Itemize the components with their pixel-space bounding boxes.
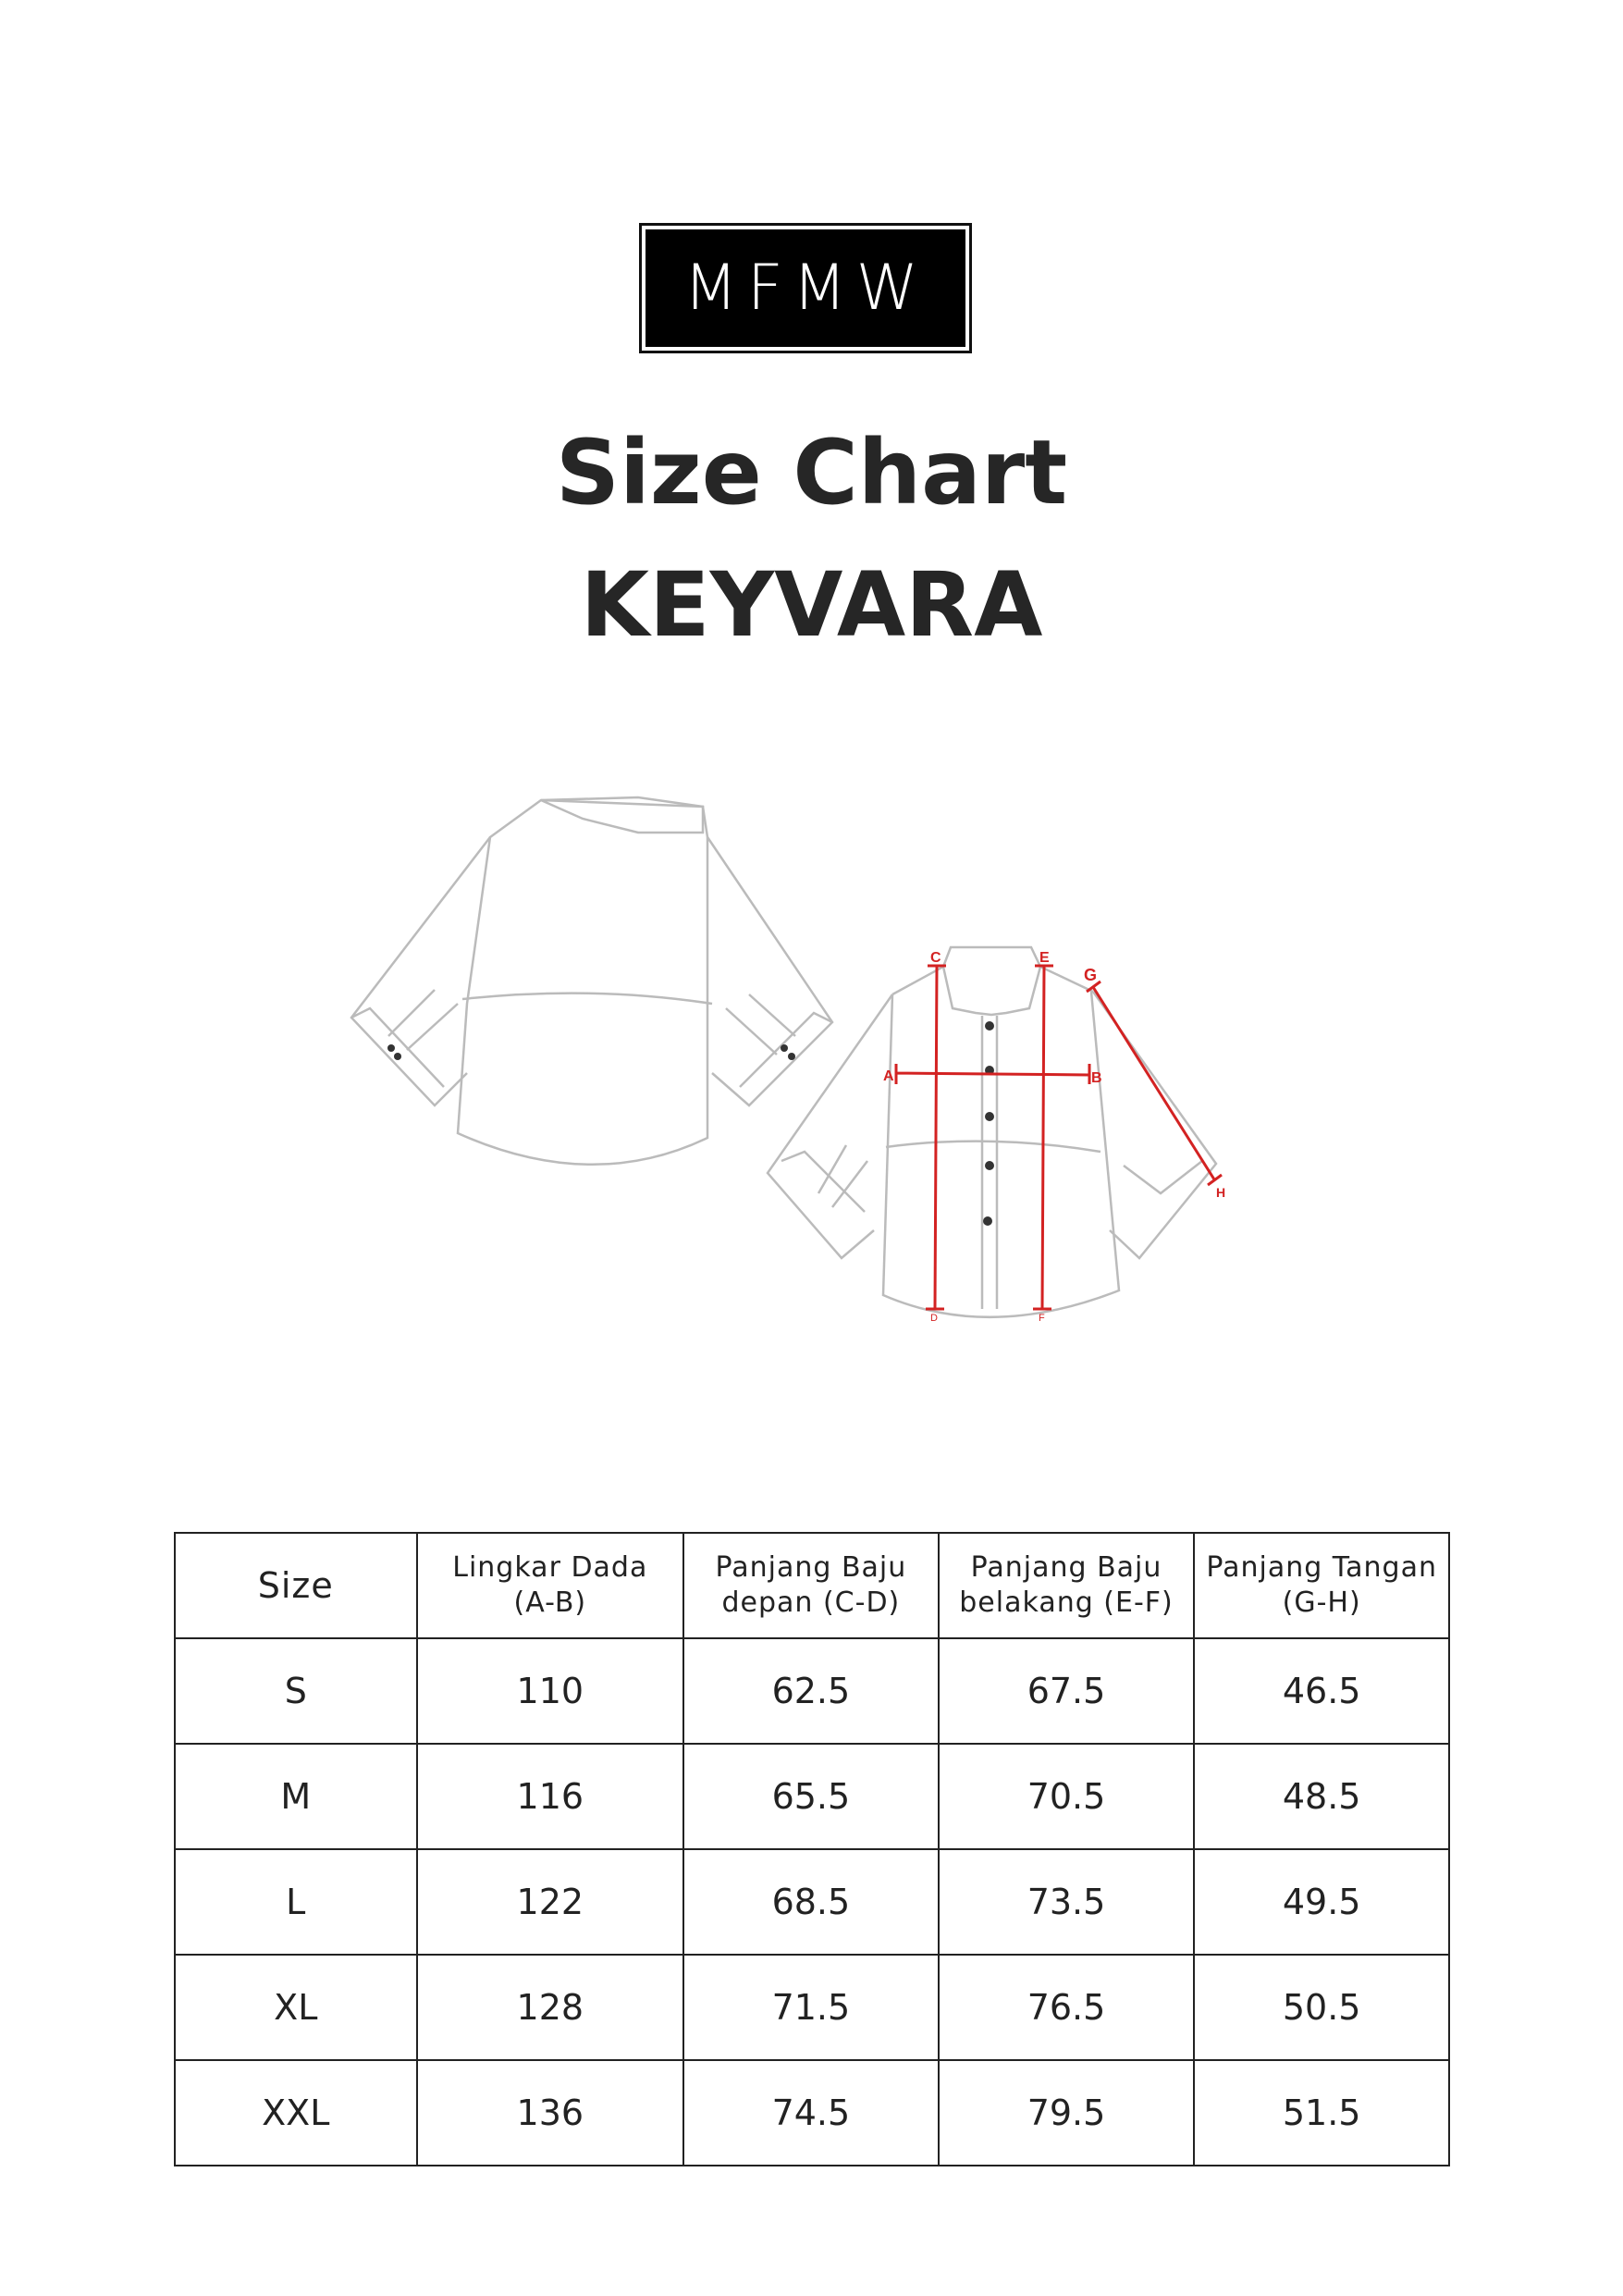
cell-size: XXL [175, 2060, 417, 2166]
label-f: F [1039, 1313, 1045, 1324]
cell-chest: 128 [417, 1955, 684, 2060]
table-row [175, 1955, 1449, 2060]
cell-sleeve-length: 48.5 [1194, 1744, 1449, 1849]
cell-size: M [175, 1744, 417, 1849]
label-b: B [1091, 1070, 1102, 1086]
header-sleeve-length: Panjang Tangan (G-H) [1194, 1533, 1449, 1638]
measurement-lines [896, 966, 1222, 1309]
cell-sleeve-length: 51.5 [1194, 2060, 1449, 2166]
cell-front-length: 62.5 [683, 1638, 939, 1744]
table-row [175, 2060, 1449, 2166]
front-view-illustration [768, 947, 1216, 1317]
table-header-row [175, 1533, 1449, 1638]
size-table [174, 1532, 1450, 2166]
cell-back-length: 67.5 [939, 1638, 1195, 1744]
label-d: D [930, 1313, 938, 1324]
cell-chest: 136 [417, 2060, 684, 2166]
label-g: G [1084, 966, 1098, 984]
header-size: Size [175, 1533, 417, 1638]
cell-front-length: 71.5 [683, 1955, 939, 2060]
label-c: C [930, 950, 941, 966]
cell-sleeve-length: 46.5 [1194, 1638, 1449, 1744]
page-title: Size Chart [555, 421, 1068, 525]
table-row [175, 1744, 1449, 1849]
label-e: E [1039, 950, 1050, 966]
cell-size: XL [175, 1955, 417, 2060]
header-front-length: Panjang Baju depan (C-D) [683, 1533, 939, 1638]
cell-front-length: 68.5 [683, 1849, 939, 1955]
table-row [175, 1638, 1449, 1744]
label-h: H [1216, 1185, 1226, 1200]
measure-line-a-b [896, 1064, 1089, 1084]
label-a: A [883, 1068, 894, 1084]
measure-line-e-f [1033, 966, 1053, 1309]
cell-front-length: 65.5 [683, 1744, 939, 1849]
cell-sleeve-length: 49.5 [1194, 1849, 1449, 1955]
table-row [175, 1849, 1449, 1955]
cell-chest: 122 [417, 1849, 684, 1955]
cell-back-length: 70.5 [939, 1744, 1195, 1849]
cell-size: L [175, 1849, 417, 1955]
cell-sleeve-length: 50.5 [1194, 1955, 1449, 2060]
header-back-length: Panjang Baju belakang (E-F) [939, 1533, 1195, 1638]
product-name: KEYVARA [580, 553, 1043, 657]
cell-front-length: 74.5 [683, 2060, 939, 2166]
cell-back-length: 79.5 [939, 2060, 1195, 2166]
cell-back-length: 73.5 [939, 1849, 1195, 1955]
cell-chest: 110 [417, 1638, 684, 1744]
back-view-illustration [351, 797, 832, 1165]
cell-size: S [175, 1638, 417, 1744]
cell-chest: 116 [417, 1744, 684, 1849]
brand-logo-text: MFMW [646, 229, 965, 347]
header-chest: Lingkar Dada (A-B) [417, 1533, 684, 1638]
cell-back-length: 76.5 [939, 1955, 1195, 2060]
measure-line-c-d [926, 966, 946, 1309]
